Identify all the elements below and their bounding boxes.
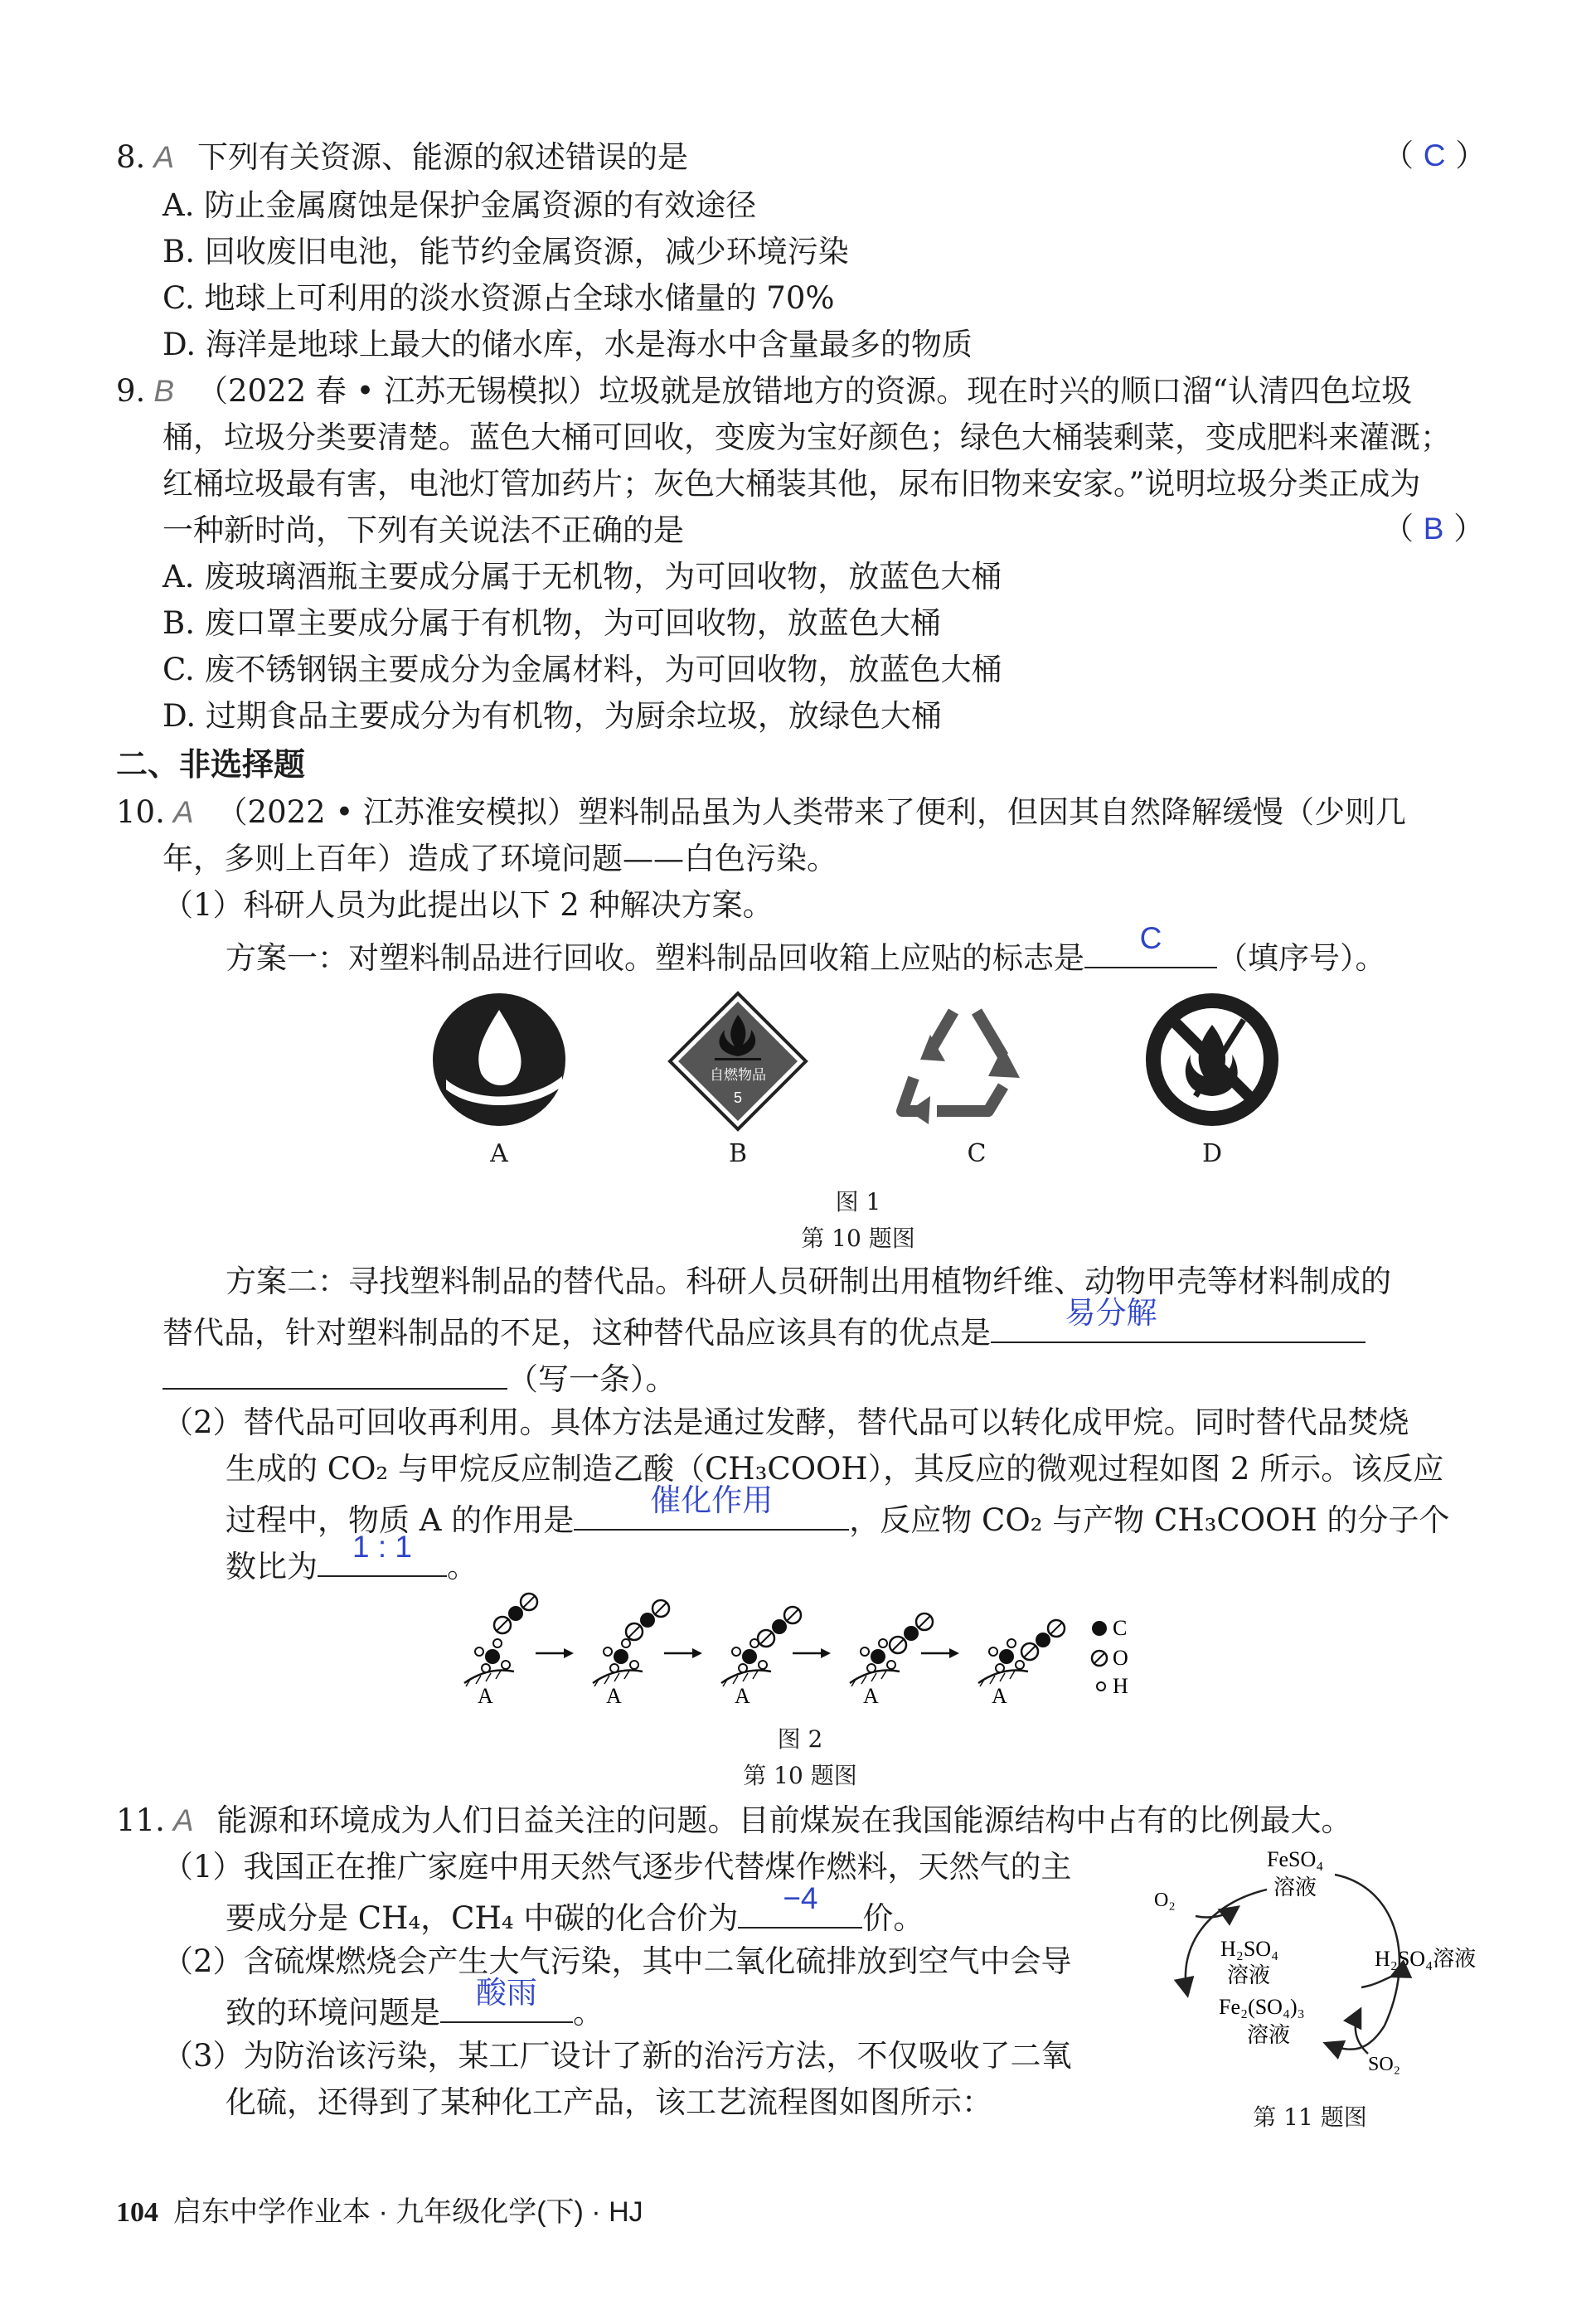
figure-10-caption-1: 第 10 题图: [801, 1225, 915, 1252]
hydrogen-atom: [759, 1661, 767, 1669]
q9-line-4: 一种新时尚，下列有关说法不正确的是: [163, 512, 684, 548]
hydrogen-atom: [502, 1661, 510, 1669]
q9-line-1: [116, 371, 1412, 411]
q10-part2-text-cont: ，反应物 CO₂ 与产物 CH₃COOH 的分子个: [849, 1502, 1450, 1538]
flow-h2so4-solution: 溶液: [1227, 1963, 1271, 1987]
q9-text-1: （2022 春 • 江苏无锡模拟）垃圾就是放错地方的资源。现在时兴的顺口溜“认清四色垃圾: [197, 373, 1413, 409]
flow-so2: SO₂: [1368, 2054, 1401, 2075]
q10-plan2-blank-cont: [163, 1355, 507, 1390]
figure-1-caption: 图 1: [835, 1188, 881, 1215]
q11-s2-answer: 酸雨: [476, 1976, 537, 2010]
flow-feso4-solution: 溶液: [1273, 1875, 1317, 1899]
q9-answer: B: [1423, 512, 1444, 546]
figure-1-signs: [423, 987, 1285, 1136]
book-title: 启东中学作业本 · 九年级化学(下) · HJ: [173, 2196, 643, 2228]
hydrogen-atom: [493, 1639, 502, 1647]
hydrogen-atom: [879, 1639, 887, 1647]
q10-part2-text: 过程中，物质 A 的作用是: [226, 1502, 575, 1538]
hydrogen-atom: [887, 1661, 895, 1669]
q10-plan1-blank: [1084, 921, 1217, 968]
q11-flow-diagram: [1144, 1836, 1492, 2085]
carbon-atom: [871, 1649, 885, 1664]
q10-plan2-answer: 易分解: [1065, 1296, 1157, 1330]
hydrogen-atom: [475, 1647, 483, 1656]
hydrogen-atom: [1007, 1639, 1016, 1647]
hydrogen-atom: [732, 1647, 740, 1656]
hydrogen-atom: [610, 1664, 619, 1672]
catalyst-label: A: [606, 1684, 622, 1708]
q9-line-3: 红桶垃圾最有害，电池灯管加药片；灰色大桶装其他，尿布旧物来安家。”说明垃圾分类正成为: [163, 466, 1421, 502]
flow-h2so4: H₂SO₄: [1220, 1937, 1279, 1961]
sign-c-recycle-icon: [902, 1012, 1020, 1124]
figure-2-micro-process: [448, 1592, 1177, 1708]
q10-plan2-line-1: 方案二：寻找塑料制品的替代品。科研人员研制出用植物纤维、动物甲壳等材料制成的: [226, 1264, 1391, 1299]
q10-part1: （1）科研人员为此提出以下 2 种解决方案。: [163, 887, 774, 923]
carbon-atom: [508, 1606, 523, 1621]
q10-line-1: [116, 793, 1406, 832]
q10-plan2-text: 替代品，针对塑料制品的不足，这种替代品应该具有的优点是: [163, 1315, 991, 1351]
page-footer: [116, 2189, 643, 2229]
carbon-atom: [640, 1613, 655, 1628]
catalyst-label: A: [863, 1684, 879, 1708]
q10-plan1-text: 方案一：对塑料制品进行回收。塑料制品回收箱上应贴的标志是: [226, 940, 1084, 976]
sign-b-letter: B: [728, 1139, 748, 1168]
hydrogen-atom: [861, 1647, 869, 1656]
carbon-atom: [614, 1649, 628, 1664]
q11-s1-answer: −4: [783, 1881, 818, 1915]
q10-text-1: （2022 • 江苏淮安模拟）塑料制品虽为人类带来了便利，但因其自然降解缓慢（少则几: [216, 794, 1407, 830]
q9-option-d: D. 过期食品主要成分为有机物，为厨余垃圾，放绿色大桶: [163, 698, 942, 734]
q10-difficulty: A: [172, 795, 194, 829]
q11-s3-line-2: 化硫，还得到了某种化工产品，该工艺流程图如图所示：: [226, 2084, 992, 2120]
q10-plan2-blank: [991, 1296, 1366, 1343]
sign-b-label: 自燃物品: [710, 1067, 766, 1083]
q10-part2-ratio-text: 数比为: [226, 1549, 318, 1584]
q10-part2-answer-2: 1 : 1: [352, 1530, 412, 1564]
carbon-atom: [485, 1649, 500, 1664]
q8-answer: C: [1423, 138, 1446, 172]
carbon-atom: [1036, 1633, 1050, 1647]
q10-line-2: 年，多则上百年）造成了环境问题——白色污染。: [163, 841, 837, 876]
q8-option-c: C. 地球上可利用的淡水资源占全球水储量的 70%: [163, 280, 835, 316]
catalyst-label: A: [735, 1684, 750, 1708]
carbon-atom: [742, 1649, 757, 1664]
carbon-atom: [904, 1626, 919, 1641]
hydrogen-atom: [630, 1661, 638, 1669]
q10-number: 10.: [116, 794, 165, 830]
q11-s1-suffix: 价。: [862, 1900, 924, 1936]
q9-difficulty: B: [153, 374, 174, 408]
flow-arrow-output: [1361, 1976, 1393, 1987]
q11-s1-blank: [738, 1881, 862, 1929]
hydrogen-atom: [996, 1664, 1004, 1672]
q11-s1-line-2: [226, 1881, 924, 1938]
q8-difficulty: A: [153, 140, 174, 174]
q8-option-b: B. 回收废旧电池，能节约金属资源，减少环境污染: [163, 234, 849, 269]
section-heading: 二、非选择题: [116, 745, 306, 783]
carbon-atom: [999, 1649, 1014, 1664]
legend-o: O: [1113, 1646, 1128, 1670]
q11-s2-blank: [440, 1976, 573, 2023]
q11-figure-caption: 第 11 题图: [1253, 2103, 1367, 2131]
q10-part2-answer-1: 催化作用: [650, 1483, 774, 1517]
sign-a-water-icon: [433, 993, 565, 1126]
flow-fe2so43: Fe₂(SO₄)₃: [1219, 1995, 1305, 2019]
q10-part2-blank-2: [318, 1530, 447, 1577]
q11-difficulty: A: [172, 1803, 194, 1837]
carbon-atom: [772, 1619, 787, 1634]
q8-number: 8.: [116, 139, 146, 175]
hydrogen-atom: [1016, 1661, 1024, 1669]
legend-h: H: [1113, 1674, 1128, 1698]
q10-plan2-line-3: [163, 1355, 677, 1400]
q11-s1-text: 要成分是 CH₄，CH₄ 中碳的化合价为: [226, 1900, 739, 1936]
hydrogen-atom: [604, 1647, 612, 1656]
q10-part2-blank-1: [574, 1483, 849, 1531]
flow-fe2so43-solution: 溶液: [1247, 2023, 1291, 2047]
sign-b-spontaneous-combustion-icon: [670, 993, 806, 1129]
hydrogen-atom: [867, 1664, 876, 1672]
q9-option-b: B. 废口罩主要成分属于有机物，为可回收物，放蓝色大桶: [163, 605, 941, 641]
sign-b-number: 5: [733, 1089, 743, 1106]
hydrogen-atom: [989, 1647, 997, 1656]
q8-stem: 下列有关资源、能源的叙述错误的是: [197, 139, 688, 175]
catalyst-label: A: [478, 1684, 493, 1708]
sign-d-no-fire-icon: [1146, 993, 1278, 1126]
sign-a-label: A: [490, 1139, 508, 1168]
q11-stem-line: [116, 1801, 1352, 1841]
hydrogen-atom: [482, 1664, 490, 1672]
q9-number: 9.: [116, 373, 146, 409]
q11-number: 11.: [116, 1802, 165, 1838]
q11-s2-text: 致的环境问题是: [226, 1995, 440, 2030]
flow-feso4: FeSO₄: [1267, 1847, 1324, 1871]
q10-part2-line-2: 生成的 CO₂ 与甲烷反应制造乙酸（CH₃COOH），其反应的微观过程如图 2 所示。该反应: [226, 1451, 1444, 1487]
flow-arrow-so2: [1356, 2011, 1368, 2054]
figure-10-caption-2: 第 10 题图: [743, 1762, 857, 1789]
q9-answer-paren: （ B ）: [1383, 511, 1485, 546]
q11-stem: 能源和环境成为人们日益关注的问题。目前煤炭在我国能源结构中占有的比例最大。: [216, 1802, 1352, 1838]
q9-line-2: 桶，垃圾分类要清楚。蓝色大桶可回收，变废为宝好颜色；绿色大桶装剩菜，变成肥料来灌溉；: [163, 420, 1451, 455]
q8-stem-line: [116, 138, 688, 177]
hydrogen-atom: [739, 1664, 747, 1672]
q8-answer-paren: （ C ）: [1383, 138, 1487, 173]
hydrogen-atom: [622, 1639, 630, 1647]
flow-output: H₂SO₄溶液: [1375, 1947, 1477, 1971]
q8-option-d: D. 海洋是地球上最大的储水库，水是海水中含量最多的物质: [163, 327, 973, 362]
sign-d-label: D: [1201, 1139, 1223, 1168]
q10-part2-line-1: （2）替代品可回收再利用。具体方法是通过发酵，替代品可以转化成甲烷。同时替代品焚烧: [163, 1405, 1409, 1440]
legend-c: C: [1113, 1616, 1128, 1640]
flow-o2: O₂: [1154, 1890, 1176, 1911]
figure-2-caption: 图 2: [777, 1725, 823, 1753]
q11-s2-line-2: [226, 1976, 604, 2033]
sign-c-label: C: [967, 1139, 987, 1168]
q10-plan2-suffix: （写一条）。: [507, 1361, 677, 1397]
q10-plan1: [226, 921, 1386, 978]
catalyst-label: A: [992, 1684, 1007, 1708]
q11-s3-line-1: （3）为防治该污染，某工厂设计了新的治污方法，不仅吸收了二氧: [163, 2038, 1072, 2074]
page-number: 104: [116, 2197, 158, 2228]
q10-plan2-line-2: [163, 1296, 1366, 1353]
q9-option-a: A. 废玻璃酒瓶主要成分属于无机物，为可回收物，放蓝色大桶: [163, 559, 1002, 594]
q11-s1-line-1: （1）我国正在推广家庭中用天然气逐步代替煤作燃料，天然气的主: [163, 1849, 1072, 1885]
q10-plan1-suffix: （填序号）。: [1217, 940, 1386, 976]
q8-option-a: A. 防止金属腐蚀是保护金属资源的有效途径: [163, 187, 757, 223]
q9-option-c: C. 废不锈钢锅主要成分为金属材料，为可回收物，放蓝色大桶: [163, 652, 1002, 687]
legend: [1092, 1616, 1128, 1698]
q11-s2-suffix: 。: [573, 1995, 604, 2030]
q10-part2-end: 。: [447, 1549, 478, 1584]
reaction-stages: [464, 1594, 1065, 1708]
q10-part2-line-4: [226, 1530, 478, 1587]
q11-s2-line-1: （2）含硫煤燃烧会产生大气污染，其中二氧化硫排放到空气中会导: [163, 1943, 1072, 1979]
q10-plan1-answer: C: [1139, 921, 1162, 955]
